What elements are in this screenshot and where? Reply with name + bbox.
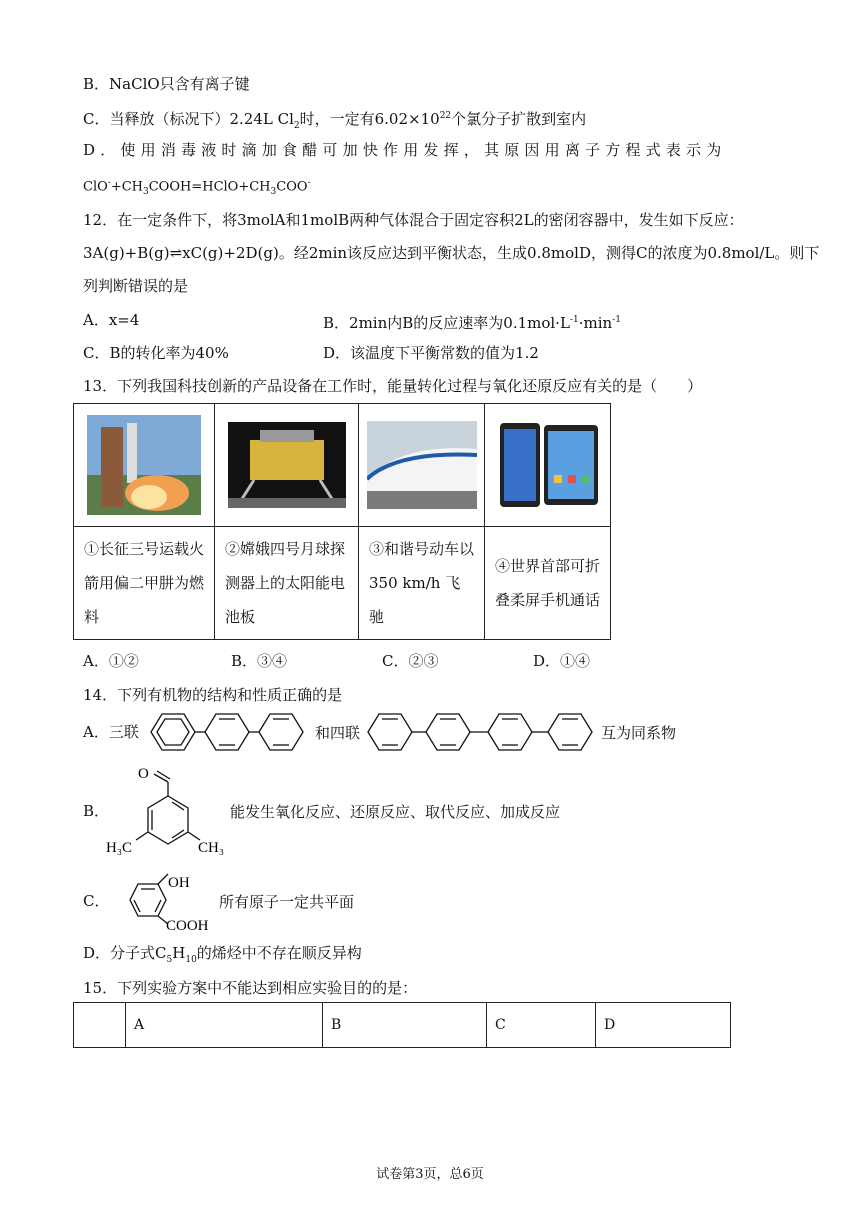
phone-image-cell	[485, 404, 611, 527]
q12-options-row2	[83, 343, 783, 363]
folding-phone-icon	[496, 415, 600, 515]
eq-part: COO	[276, 179, 308, 195]
q15-header-b: B	[323, 1003, 487, 1048]
q13-stem: 13．下列我国科技创新的产品设备在工作时，能量转化过程与氧化还原反应有关的是（ ）	[83, 377, 703, 395]
cell-line: ③和谐号动车以	[369, 540, 475, 558]
q11-c-sup: 22	[439, 111, 452, 121]
q12-b-sup: -1	[569, 315, 579, 325]
q15-header-blank	[74, 1003, 126, 1048]
q11-option-c	[83, 106, 586, 136]
eq-part: +CH	[110, 179, 143, 195]
q13-option-c: C．②③	[382, 652, 439, 670]
q14-option-b-label: B．	[83, 802, 110, 820]
q13-cell-3	[359, 527, 485, 640]
q13-option-d: D．①④	[533, 652, 591, 670]
q13-option-a: A．①②	[83, 652, 139, 670]
page-footer: 试卷第3页，总6页	[376, 1167, 484, 1182]
q13-cell-2	[215, 527, 359, 640]
q15-header-c: C	[487, 1003, 596, 1048]
lunar-lander-icon	[228, 422, 346, 508]
q11-c-sub: 2	[293, 121, 300, 131]
q12-b-text: B．2min内B的反应速率为0.1mol·L	[323, 314, 570, 332]
lander-image-cell	[215, 404, 359, 527]
q12-options-row1	[83, 310, 783, 330]
q14-option-d	[83, 943, 362, 970]
q14-option-a-prefix: A．三联	[83, 723, 139, 741]
cell-line: 料	[84, 608, 100, 626]
q13-option-b: B．③④	[231, 652, 288, 670]
q12-option-b	[323, 310, 621, 333]
rocket-image-cell	[74, 404, 215, 527]
cell-line: 350 km/h 飞驰	[369, 574, 461, 626]
terphenyl-structure	[145, 709, 315, 755]
q13-options	[83, 651, 783, 671]
q12-b-text: ·min	[578, 314, 613, 332]
rocket-launch-icon	[87, 415, 201, 515]
cell-line: 测器上的太阳能电	[225, 574, 346, 592]
q12-option-a: A．x=4	[83, 311, 140, 329]
q14-option-a-mid: 和四联	[315, 724, 361, 742]
q12-stem-line3: 列判断错误的是	[83, 277, 189, 295]
q15-header-d: D	[596, 1003, 731, 1048]
q11-c-text-1: C．当释放（标况下）2.24L Cl	[83, 110, 294, 128]
q11-ionic-equation	[83, 173, 311, 202]
cell-line: ①长征三号运载火	[84, 540, 205, 558]
q12-option-d: D．该温度下平衡常数的值为1.2	[323, 344, 539, 362]
q12-stem-line2: 3A(g)+B(g)⇌xC(g)+2D(g)。经2min该反应达到平衡状态，生成0.8molD，测得C的浓度为0.8mol/L。则下	[83, 244, 820, 262]
quaterphenyl-structure	[362, 709, 602, 755]
q14-d-sub: 10	[185, 955, 197, 965]
q11-c-text-3: 个氯分子扩散到室内	[451, 110, 587, 128]
dimethylbenzaldehyde-structure	[104, 764, 234, 859]
q12-stem-line1: 12．在一定条件下，将3molA和1molB两种气体混合于固定容积2L的密闭容器中，发生如下反应：	[83, 211, 744, 229]
q15-header-a: A	[126, 1003, 323, 1048]
q14-d-sub: 5	[166, 955, 173, 965]
q14-option-b-text: 能发生氧化反应、还原反应、取代反应、加成反应	[230, 803, 561, 821]
q14-d-text: 的烯烃中不存在顺反异构	[196, 944, 362, 962]
q14-stem: 14．下列有机物的结构和性质正确的是	[83, 686, 343, 704]
methyl-left-label: H₃C	[106, 840, 133, 856]
eq-sup: -	[307, 178, 311, 188]
cell-line: 箭用偏二甲肼为燃	[84, 574, 205, 592]
cell-line: 叠柔屏手机通话	[495, 591, 601, 609]
train-image-cell	[359, 404, 485, 527]
carbonyl-oxygen-label: O	[138, 766, 149, 782]
train-icon	[367, 421, 477, 509]
q12-option-c: C．B的转化率为40%	[83, 344, 229, 362]
salicylic-acid-structure	[108, 870, 220, 934]
eq-part: COOH=HClO+CH	[148, 179, 271, 195]
carboxyl-label: COOH	[166, 918, 209, 934]
q14-option-a-suffix: 互为同系物	[601, 724, 677, 742]
q11-c-text-2: 时，一定有6.02×10	[299, 110, 440, 128]
q11-option-b: B．NaClO只含有离子键	[83, 75, 250, 93]
q15-stem: 15．下列实验方案中不能达到相应实验目的的是：	[83, 979, 418, 997]
eq-sub: 3	[143, 186, 149, 197]
q13-image-table	[73, 403, 611, 640]
q11-option-d: D．使用消毒液时滴加食醋可加快作用发挥，其原因用离子方程式表示为	[83, 141, 727, 159]
q14-option-c-text: 所有原子一定共平面	[219, 893, 355, 911]
q14-d-text: D．分子式C	[83, 944, 167, 962]
q13-cell-1	[74, 527, 215, 640]
q13-cell-4	[485, 527, 611, 640]
cell-line: ②嫦娥四号月球探	[225, 540, 346, 558]
cell-line: ④世界首部可折	[495, 557, 601, 575]
eq-sup: -	[107, 178, 111, 188]
eq-part: ClO	[83, 179, 108, 195]
methyl-right-label: CH₃	[198, 840, 225, 856]
q12-b-sup: -1	[612, 315, 621, 325]
q14-d-text: H	[172, 944, 186, 962]
q14-option-c-label: C．	[83, 892, 110, 910]
eq-sub: 3	[270, 186, 277, 197]
cell-line: 池板	[225, 608, 256, 626]
q15-table	[73, 1002, 731, 1048]
hydroxyl-label: OH	[168, 875, 190, 891]
